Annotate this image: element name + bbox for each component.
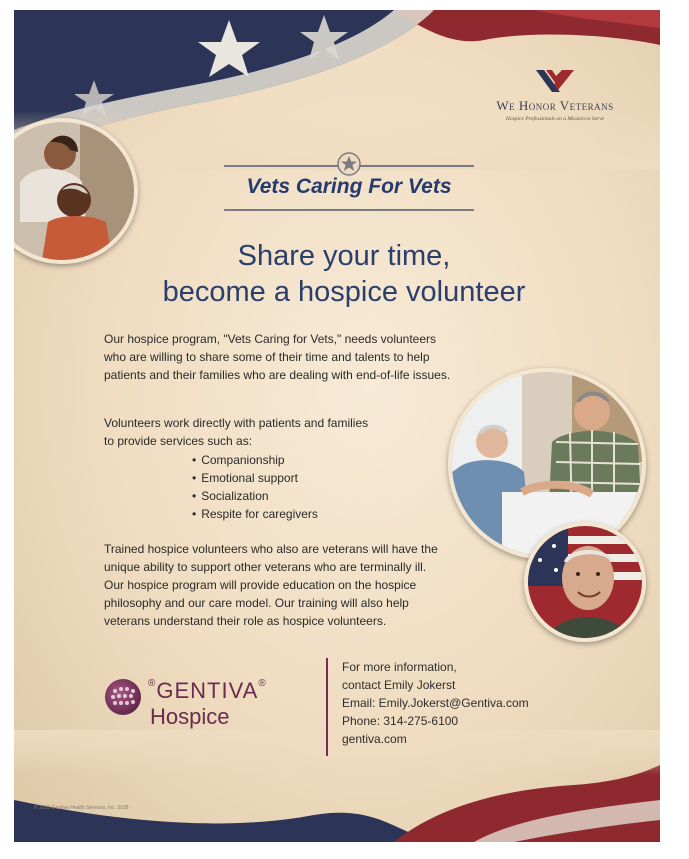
- services-list: [192, 451, 318, 523]
- we-honor-veterans-title: We Honor Veterans: [496, 98, 614, 113]
- list-item: • Socialization: [192, 487, 318, 505]
- headline: [94, 238, 594, 310]
- contact-line: contact Emily Jokerst: [342, 678, 456, 692]
- closing-line: Our hospice program will provide education on the hospice: [104, 578, 417, 592]
- we-honor-veterans-logo: [470, 68, 640, 122]
- contact-email: Email: Emily.Jokerst@Gentiva.com: [342, 696, 529, 710]
- vets-caring-banner: [224, 155, 474, 223]
- closing-line: unique ability to support other veterans who are terminally ill.: [104, 560, 427, 574]
- gentiva-reg-mark: ®: [258, 678, 267, 689]
- gentiva-division: Hospice: [150, 704, 230, 729]
- closing-line: veterans understand their role as hospice volunteers.: [104, 614, 387, 628]
- headline-line-1: Share your time,: [237, 240, 451, 272]
- list-item: • Emotional support: [192, 469, 318, 487]
- contact-divider: [326, 658, 328, 756]
- veteran-portrait-photo: [524, 522, 646, 642]
- closing-paragraph: [104, 540, 438, 630]
- copyright-notice: © 2013 Gentiva Health Services, Inc. 3038: [34, 805, 129, 811]
- star-icon: [337, 152, 361, 176]
- contact-line: For more information,: [342, 660, 457, 674]
- closing-line: philosophy and our care model. Our training will also help: [104, 596, 409, 610]
- intro-line: who are willing to share some of their time and talents to help: [104, 350, 430, 364]
- services-intro-line: Volunteers work directly with patients and families: [104, 416, 369, 430]
- intro-paragraph: [104, 330, 450, 384]
- contact-phone: Phone: 314-275-6100: [342, 714, 459, 728]
- services-intro: [104, 414, 368, 450]
- we-honor-veterans-tagline: Hospice Professionals on a Mission to Serve: [505, 116, 605, 122]
- contact-info: [342, 658, 529, 748]
- flyer-sheet: [14, 10, 660, 842]
- flag-backdrop-bottom: [14, 730, 660, 842]
- chevron-check-icon: [532, 68, 578, 94]
- list-item: • Companionship: [192, 451, 318, 469]
- contact-website: gentiva.com: [342, 732, 407, 746]
- headline-line-2: become a hospice volunteer: [162, 276, 526, 308]
- banner-title: Vets Caring For Vets: [246, 175, 452, 198]
- intro-line: patients and their families who are dealing with end-of-life issues.: [104, 368, 451, 382]
- list-item: • Respite for caregivers: [192, 505, 318, 523]
- gentiva-globe-icon: [104, 678, 142, 716]
- gentiva-reg-mark: ®: [148, 678, 157, 689]
- gentiva-name: [148, 678, 267, 704]
- gentiva-wordmark: GENTIVA: [156, 678, 259, 703]
- closing-line: Trained hospice volunteers who also are veterans will have the: [104, 542, 438, 556]
- banner-bottom-rule: [224, 209, 474, 211]
- intro-line: Our hospice program, "Vets Caring for Vets," needs volunteers: [104, 332, 437, 346]
- services-intro-line: to provide services such as:: [104, 434, 253, 448]
